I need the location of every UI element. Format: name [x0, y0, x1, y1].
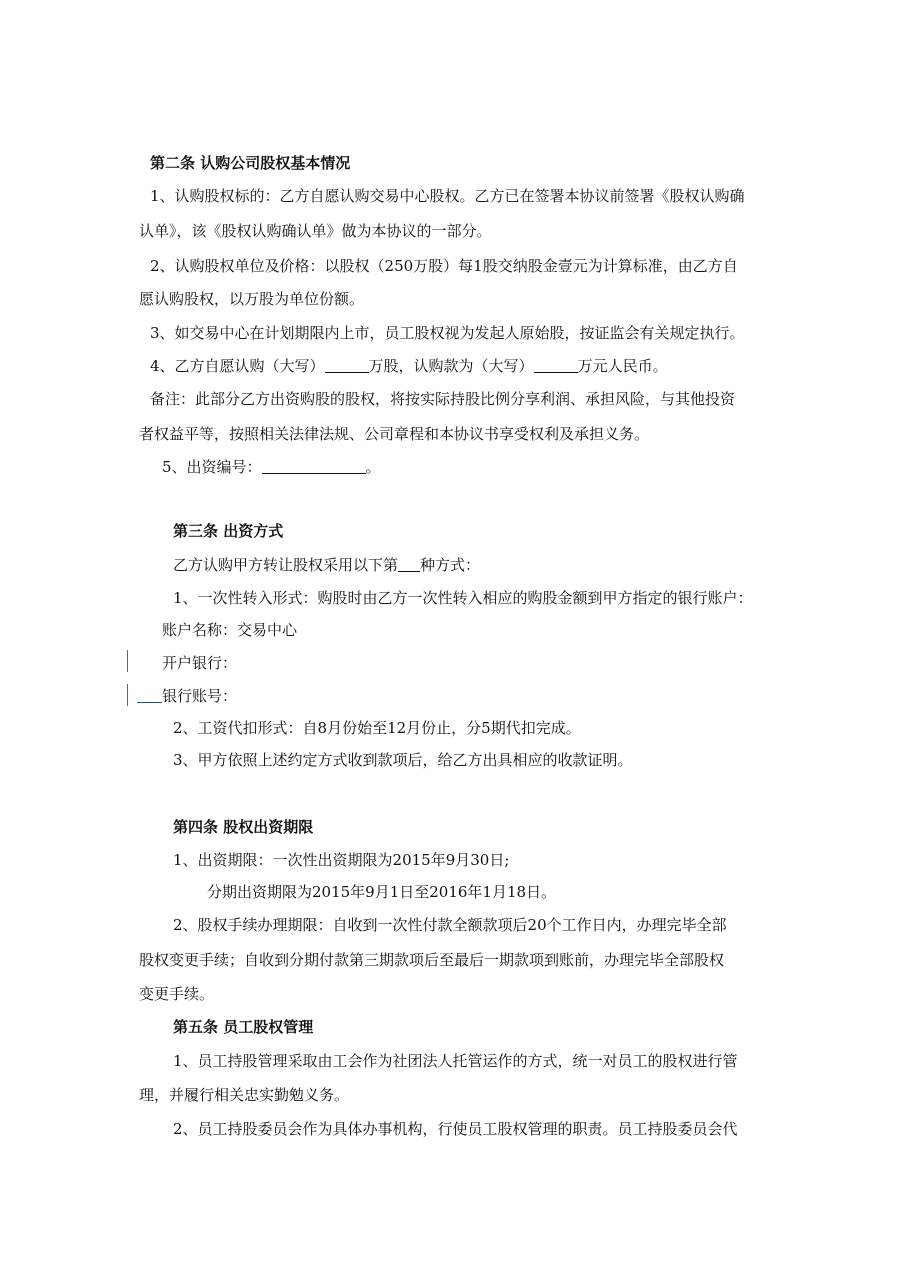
article-3-intro [173, 555, 480, 575]
article-5-title: 第五条 员工股权管理 [173, 1018, 314, 1036]
shares-blank[interactable] [325, 357, 369, 373]
article-2-para-1b: 认单》，该《股权认购确认单》做为本协议的一部分。 [139, 222, 492, 240]
article-5-para-1b: 理，并履行相关忠实勤勉义务。 [139, 1086, 350, 1104]
article-5-para-2: 2、员工持股委员会作为具体办事机构，行使员工股权管理的职责。员工持股委员会代 [173, 1120, 738, 1138]
revision-underline [137, 702, 162, 703]
article-2-title: 第二条 认购公司股权基本情况 [150, 154, 351, 172]
article-4-para-1b: 分期出资期限为2015年9月1日至2016年1月18日。 [207, 883, 557, 901]
para-5-prefix: 5、出资编号： [162, 458, 262, 476]
bank-name: 开户银行： [162, 654, 238, 672]
article-3-para-2: 2、工资代扣形式：自8月份始至12月份止，分5期代扣完成。 [173, 719, 581, 737]
article-5-para-1a: 1、员工持股管理采取由工会作为社团法人托管运作的方式，统一对员工的股权进行管 [173, 1052, 738, 1070]
article-3-para-3: 3、甲方依照上述约定方式收到款项后，给乙方出具相应的收款证明。 [173, 751, 633, 769]
article-2-note-b: 者权益平等，按照相关法律法规、公司章程和本协议书享受权利及承担义务。 [139, 425, 650, 443]
article-2-para-1a: 1、认购股权标的：乙方自愿认购交易中心股权。乙方已在签署本协议前签署《股权认购确 [150, 187, 745, 205]
account-name: 账户名称：交易中心 [162, 621, 298, 639]
article-3-title: 第三条 出资方式 [173, 522, 284, 540]
article-4-title: 第四条 股权出资期限 [173, 818, 314, 836]
article-4-para-2c: 变更手续。 [139, 985, 215, 1003]
article-2-para-5 [162, 457, 381, 477]
intro-suffix: 种方式： [420, 556, 481, 574]
para-4-middle: 万股，认购款为（大写） [368, 357, 534, 375]
article-3-para-1: 1、一次性转入形式：购股时由乙方一次性转入相应的购股金额到甲方指定的银行账户： [173, 589, 753, 607]
para-5-suffix: 。 [365, 458, 381, 476]
article-2-para-4 [150, 356, 668, 376]
amount-blank[interactable] [534, 357, 578, 373]
article-4-para-2a: 2、股权手续办理期限：自收到一次性付款全额款项后20个工作日内，办理完毕全部 [173, 916, 727, 934]
article-4-para-1: 1、出资期限：一次性出资期限为2015年9月30日; [173, 851, 510, 869]
article-2-para-2a: 2、认购股权单位及价格：以股权（250万股）每1股交纳股金壹元为计算标准，由乙方自 [150, 257, 738, 275]
account-number: 银行账号： [162, 687, 238, 705]
intro-prefix: 乙方认购甲方转让股权采用以下第 [173, 556, 399, 574]
article-2-note-a: 备注：此部分乙方出资购股的股权，将按实际持股比例分享利润、承担风险，与其他投资 [150, 390, 736, 408]
margin-change-bar [127, 650, 128, 672]
article-2-para-3: 3、如交易中心在计划期限内上市，员工股权视为发起人原始股，按证监会有关规定执行。 [150, 324, 745, 342]
para-4-suffix: 万元人民币。 [577, 357, 668, 375]
article-4-para-2b: 股权变更手续；自收到分期付款第三期款项后至最后一期款项到账前，办理完毕全部股权 [139, 951, 725, 969]
method-blank[interactable] [398, 556, 420, 572]
margin-change-bar [127, 684, 128, 706]
article-2-para-2b: 愿认购股权，以万股为单位份额。 [139, 290, 365, 308]
para-4-prefix: 4、乙方自愿认购（大写） [150, 357, 325, 375]
contribution-number-blank[interactable] [262, 458, 366, 474]
